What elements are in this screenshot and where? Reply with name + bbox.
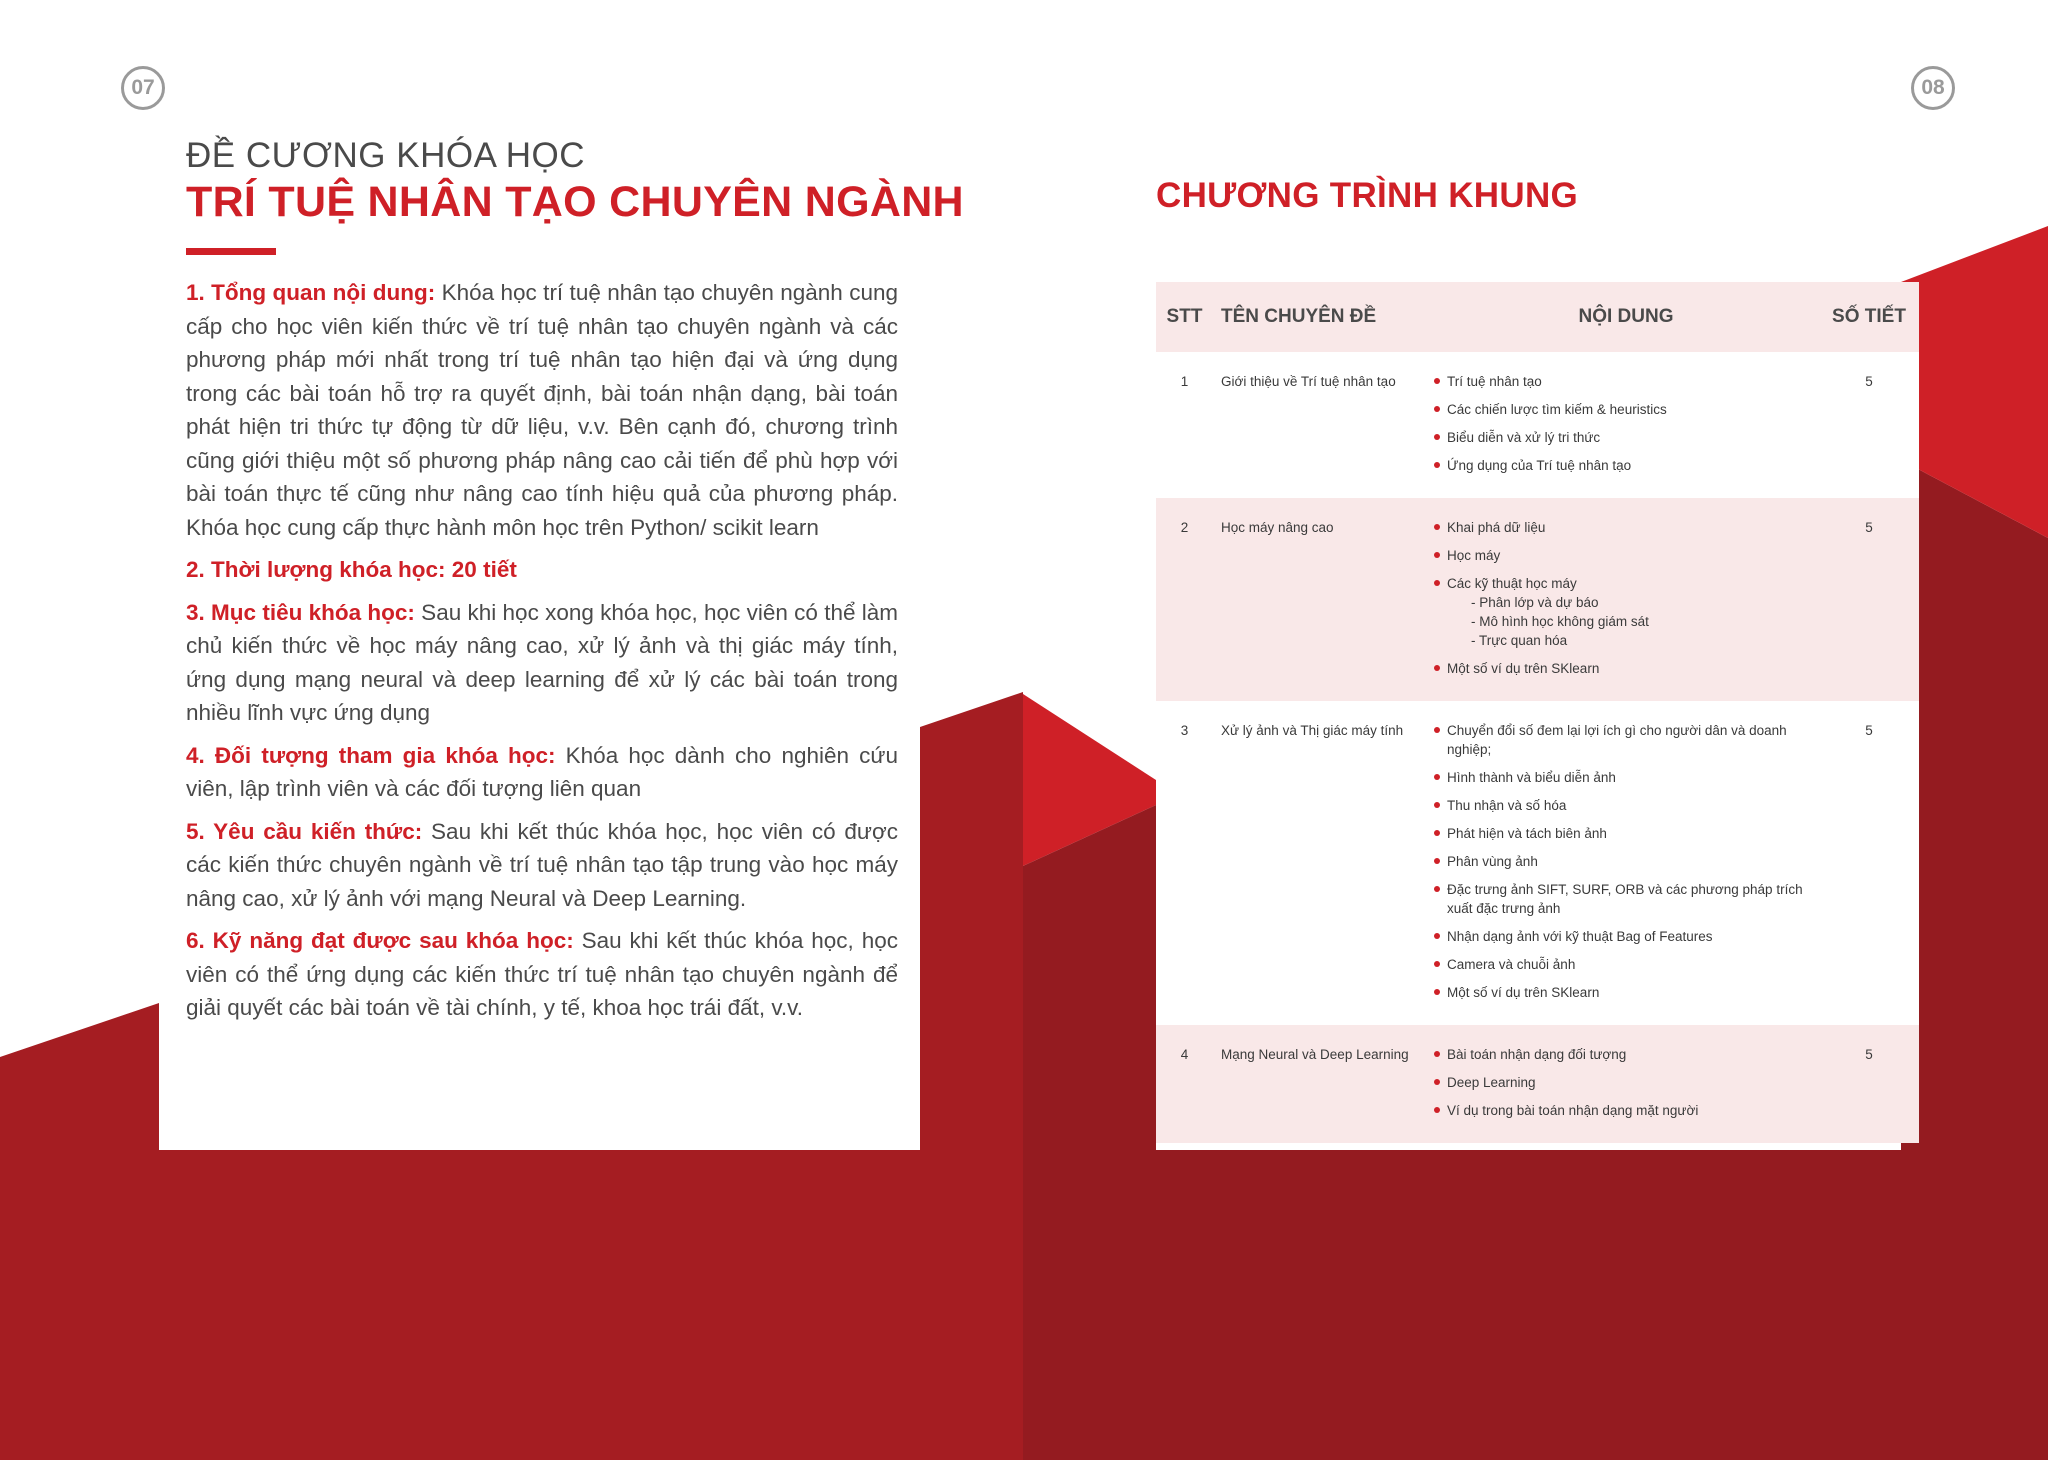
table-header-row <box>1156 282 1919 352</box>
list-item: Biểu diễn và xử lý tri thức <box>1447 428 1819 447</box>
header-topic-name: TÊN CHUYÊN ĐỀ <box>1213 282 1433 352</box>
list-item: Trí tuệ nhân tạo <box>1447 372 1819 391</box>
title-underline <box>186 248 276 255</box>
cell-hours: 5 <box>1819 352 1919 498</box>
cell-hours: 5 <box>1819 1025 1919 1143</box>
content-list <box>1433 372 1819 475</box>
course-description <box>186 276 898 1034</box>
list-item-text: Các kỹ thuật học máy <box>1447 576 1577 591</box>
table-row <box>1156 352 1919 498</box>
cell-stt: 2 <box>1156 498 1213 701</box>
list-item: Một số ví dụ trên SKlearn <box>1447 659 1819 678</box>
list-item: Phát hiện và tách biên ảnh <box>1447 824 1819 843</box>
cell-topic-name: Xử lý ảnh và Thị giác máy tính <box>1213 701 1433 1025</box>
cell-stt: 3 <box>1156 701 1213 1025</box>
content-list <box>1433 1045 1819 1120</box>
list-item: Thu nhận và số hóa <box>1447 796 1819 815</box>
section-skills <box>186 924 898 1025</box>
cell-content <box>1433 498 1819 701</box>
cell-content <box>1433 352 1819 498</box>
section-text: Sau khi kết thúc khóa học, học viên có được các kiến thức chuyên ngành về trí tuệ nhân tạo tập trung vào học máy nâng cao, xử lý ảnh với mạng Neural và Deep Learning. <box>186 818 898 911</box>
page-subtitle: ĐỀ CƯƠNG KHÓA HỌC <box>186 136 586 175</box>
content-list <box>1433 518 1819 678</box>
section-label: 2. Thời lượng khóa học: 20 tiết <box>186 557 517 582</box>
table-row <box>1156 498 1919 701</box>
section-label: 1. Tổng quan nội dung: <box>186 280 436 305</box>
list-item: Một số ví dụ trên SKlearn <box>1447 983 1819 1002</box>
cell-topic-name: Mạng Neural và Deep Learning <box>1213 1025 1433 1143</box>
cell-hours: 5 <box>1819 701 1919 1025</box>
list-item: Camera và chuỗi ảnh <box>1447 955 1819 974</box>
sub-item: - Phân lớp và dự báo <box>1471 595 1599 610</box>
list-item: Học máy <box>1447 546 1819 565</box>
cell-content <box>1433 1025 1819 1143</box>
section-text: Sau khi học xong khóa học, học viên có thể làm chủ kiến thức về học máy nâng cao, xử lý ảnh và thị giác máy tính, ứng dụng mạng neural và deep learning để xử lý các bài toán trong nhiều lĩnh vực ứng dụng <box>186 599 899 725</box>
list-item: Hình thành và biểu diễn ảnh <box>1447 768 1819 787</box>
page-number-left: 07 <box>121 66 165 110</box>
section-objectives <box>186 596 898 730</box>
list-item: Nhận dạng ảnh với kỹ thuật Bag of Features <box>1447 927 1819 946</box>
sub-item: - Trực quan hóa <box>1471 633 1568 648</box>
section-text: Khóa học trí tuệ nhân tạo chuyên ngành cung cấp cho học viên kiến thức về trí tuệ nhân tạo chuyên ngành và các phương pháp mới nhất trong trí tuệ nhân tạo hiện đại và ứng dụng trong các bài toán hỗ trợ ra quyết định, bài toán nhận dạng, bài toán phát hiện tri thức tự động từ dữ liệu, v.v. Bên cạnh đó, chương trình cũng giới thiệu một số phương pháp nâng cao cải tiến để phù hợp với bài toán thực tế cũng như nâng cao tính hiệu quả của phương pháp. Khóa học cung cấp thực hành môn học trên Python/ scikit learn <box>186 280 898 540</box>
section-audience <box>186 739 898 806</box>
page-number-right: 08 <box>1911 66 1955 110</box>
curriculum-table <box>1156 282 1919 1143</box>
section-label: 5. Yêu cầu kiến thức: <box>186 818 423 844</box>
sub-item: - Mô hình học không giám sát <box>1471 614 1649 629</box>
section-text: Sau khi kết thúc khóa học, học viên có thể ứng dụng các kiến thức trí tuệ nhân tạo chuyên ngành để giải quyết các bài toán về tài chính, y tế, khoa học trái đất, v.v. <box>186 928 898 1020</box>
list-item: Bài toán nhận dạng đối tượng <box>1447 1045 1819 1064</box>
list-item: Deep Learning <box>1447 1073 1819 1092</box>
page-title: TRÍ TUỆ NHÂN TẠO CHUYÊN NGÀNH <box>186 178 964 226</box>
section-text: Khóa học dành cho nghiên cứu viên, lập trình viên và các đối tượng liên quan <box>186 742 898 801</box>
list-item: Ví dụ trong bài toán nhận dạng mặt người <box>1447 1101 1819 1120</box>
cell-topic-name: Giới thiệu về Trí tuệ nhân tạo <box>1213 352 1433 498</box>
cell-stt: 4 <box>1156 1025 1213 1143</box>
section-label: 4. Đối tượng tham gia khóa học: <box>186 742 556 768</box>
curriculum-title: CHƯƠNG TRÌNH KHUNG <box>1156 176 1579 215</box>
list-item: Chuyển đổi số đem lại lợi ích gì cho người dân và doanh nghiệp; <box>1447 721 1819 759</box>
header-hours: SỐ TIẾT <box>1819 282 1919 352</box>
list-item: Ứng dụng của Trí tuệ nhân tạo <box>1447 456 1819 475</box>
cell-topic-name: Học máy nâng cao <box>1213 498 1433 701</box>
section-label: 6. Kỹ năng đạt được sau khóa học: <box>186 928 574 953</box>
table-row <box>1156 701 1919 1025</box>
cell-stt: 1 <box>1156 352 1213 498</box>
section-duration <box>186 553 898 587</box>
cell-hours: 5 <box>1819 498 1919 701</box>
section-overview <box>186 276 898 544</box>
list-item: Các chiến lược tìm kiếm & heuristics <box>1447 400 1819 419</box>
content-list <box>1433 721 1819 1002</box>
list-item: Phân vùng ảnh <box>1447 852 1819 871</box>
list-item: Khai phá dữ liệu <box>1447 518 1819 537</box>
header-stt: STT <box>1156 282 1213 352</box>
list-item: Đặc trưng ảnh SIFT, SURF, ORB và các phương pháp trích xuất đặc trưng ảnh <box>1447 880 1819 918</box>
section-label: 3. Mục tiêu khóa học: <box>186 599 415 625</box>
cell-content <box>1433 701 1819 1025</box>
list-item <box>1447 574 1819 650</box>
table-row <box>1156 1025 1919 1143</box>
section-requirements <box>186 815 898 916</box>
header-content: NỘI DUNG <box>1433 282 1819 352</box>
